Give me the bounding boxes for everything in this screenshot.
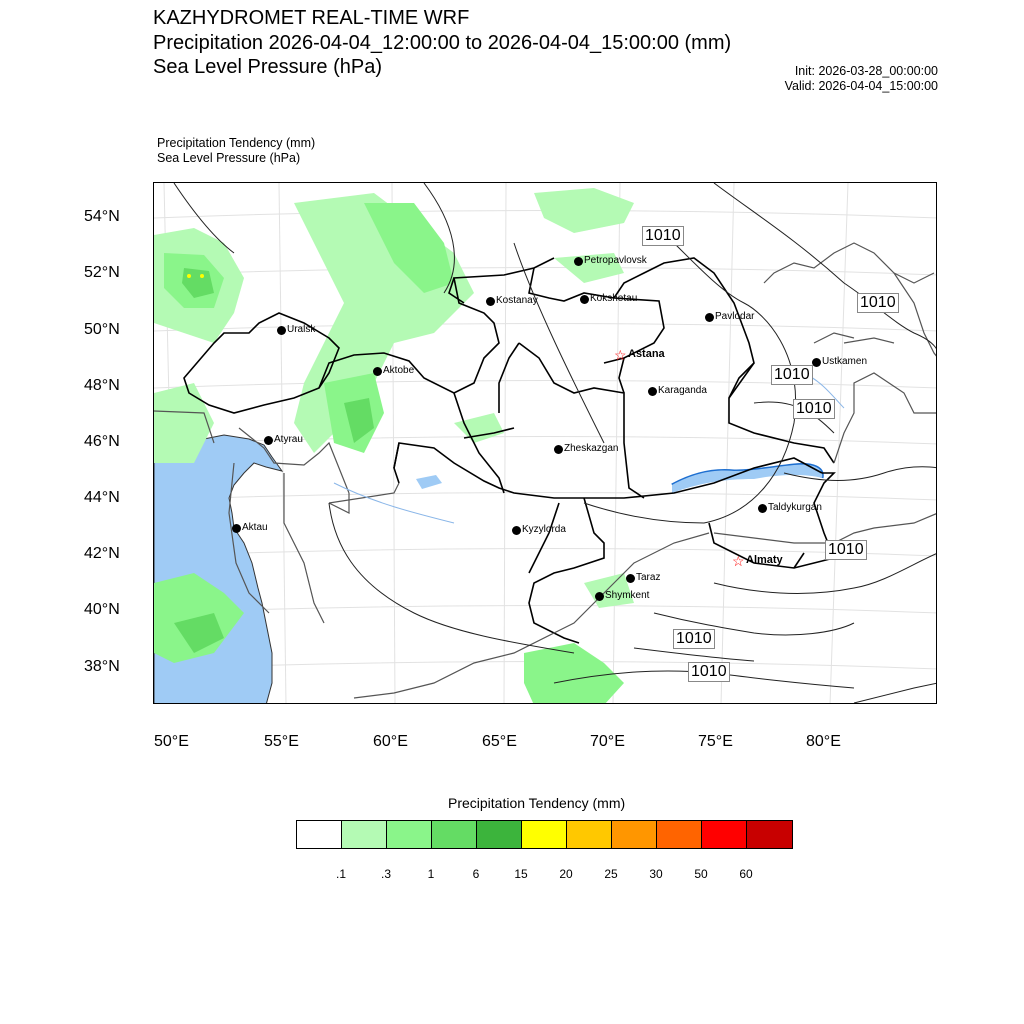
map-subtitle-slp: Sea Level Pressure (hPa): [153, 56, 383, 78]
isobar-label: 1010: [771, 365, 813, 385]
legend-title: Precipitation Tendency (mm): [448, 795, 626, 811]
valid-time: Valid: 2026-04-04_15:00:00: [784, 79, 938, 93]
legend-swatch: [657, 821, 702, 848]
field-label-slp: Sea Level Pressure (hPa): [157, 151, 301, 165]
city-dot: [277, 326, 286, 335]
city-label-aktobe: Aktobe: [383, 365, 415, 376]
legend-swatch: [477, 821, 522, 848]
city-dot: [574, 257, 583, 266]
city-label-almaty: Almaty: [746, 554, 783, 566]
city-label-karaganda: Karaganda: [658, 385, 707, 396]
lon-label: 70°E: [590, 733, 625, 750]
legend-tick-label: .3: [380, 867, 392, 881]
city-label-pavlodar: Pavlodar: [715, 311, 755, 322]
city-label-kostanay: Kostanay: [496, 295, 538, 306]
city-dot: [486, 297, 495, 306]
legend-tick-label: 30: [649, 867, 663, 881]
city-label-taraz: Taraz: [636, 572, 661, 583]
city-label-shymkent: Shymkent: [605, 590, 650, 601]
city-label-uralsk: Uralsk: [287, 324, 316, 335]
capital-star-icon: ☆: [614, 347, 627, 363]
legend-swatch: [342, 821, 387, 848]
city-dot: [373, 367, 382, 376]
legend-tick-label: .1: [335, 867, 347, 881]
city-dot: [595, 592, 604, 601]
legend-tick-label: 1: [427, 867, 435, 881]
color-legend: [296, 820, 793, 849]
isobar-label: 1010: [825, 540, 867, 560]
isobar-label: 1010: [673, 629, 715, 649]
city-dot: [758, 504, 767, 513]
isobar-label: 1010: [642, 226, 684, 246]
lat-label: 40°N: [84, 601, 120, 618]
legend-tick-label: 15: [514, 867, 528, 881]
legend-swatch: [612, 821, 657, 848]
lon-label: 60°E: [373, 733, 408, 750]
legend-swatch: [432, 821, 477, 848]
lat-label: 38°N: [84, 658, 120, 675]
lat-label: 52°N: [84, 264, 120, 281]
legend-tick-label: 6: [472, 867, 480, 881]
capital-star-icon: ☆: [732, 553, 745, 569]
lon-label: 55°E: [264, 733, 299, 750]
map-panel: [153, 182, 937, 704]
init-time: Init: 2026-03-28_00:00:00: [794, 64, 938, 78]
legend-tick-label: 50: [694, 867, 708, 881]
legend-swatch: [702, 821, 747, 848]
city-label-taldykurgan: Taldykurgan: [768, 502, 822, 513]
city-dot: [626, 574, 635, 583]
city-dot: [554, 445, 563, 454]
city-dot: [812, 358, 821, 367]
lat-label: 50°N: [84, 321, 120, 338]
legend-tick-label: 25: [604, 867, 618, 881]
lat-label: 48°N: [84, 377, 120, 394]
legend-tick-label: 20: [559, 867, 573, 881]
map-subtitle-precip: Precipitation 2026-04-04_12:00:00 to 2026-04-04_15:00:00 (mm): [153, 32, 732, 54]
small-lake: [416, 475, 442, 489]
caspian-sea: [154, 435, 282, 704]
city-dot: [705, 313, 714, 322]
lon-label: 75°E: [698, 733, 733, 750]
city-label-ustkamen: Ustkamen: [822, 356, 868, 367]
lat-label: 54°N: [84, 208, 120, 225]
lat-label: 46°N: [84, 433, 120, 450]
lat-label: 44°N: [84, 489, 120, 506]
lon-label: 80°E: [806, 733, 841, 750]
isobar-label: 1010: [688, 662, 730, 682]
city-dot: [232, 524, 241, 533]
city-label-atyrau: Atyrau: [274, 434, 303, 445]
city-label-aktau: Aktau: [242, 522, 268, 533]
isobar-label: 1010: [793, 399, 835, 419]
legend-swatch: [567, 821, 612, 848]
city-label-kyzylorda: Kyzylorda: [522, 524, 566, 535]
balkhash-fill: [672, 465, 822, 493]
lon-label: 50°E: [154, 733, 189, 750]
field-label-precip: Precipitation Tendency (mm): [157, 136, 316, 150]
city-label-kokshetau: Kokshetau: [590, 293, 638, 304]
legend-swatch: [387, 821, 432, 848]
city-dot: [580, 295, 589, 304]
legend-swatch: [522, 821, 567, 848]
city-dot: [648, 387, 657, 396]
city-dot: [264, 436, 273, 445]
legend-swatch: [747, 821, 792, 848]
lat-label: 42°N: [84, 545, 120, 562]
city-dot: [512, 526, 521, 535]
isobar-label: 1010: [857, 293, 899, 313]
city-label-astana: Astana: [628, 348, 665, 360]
legend-swatch: [297, 821, 342, 848]
city-label-zheskazgan: Zheskazgan: [564, 443, 619, 454]
city-label-petropavlovsk: Petropavlovsk: [584, 255, 647, 266]
legend-tick-label: 60: [739, 867, 753, 881]
map-title: KAZHYDROMET REAL-TIME WRF: [153, 7, 470, 29]
lon-label: 65°E: [482, 733, 517, 750]
